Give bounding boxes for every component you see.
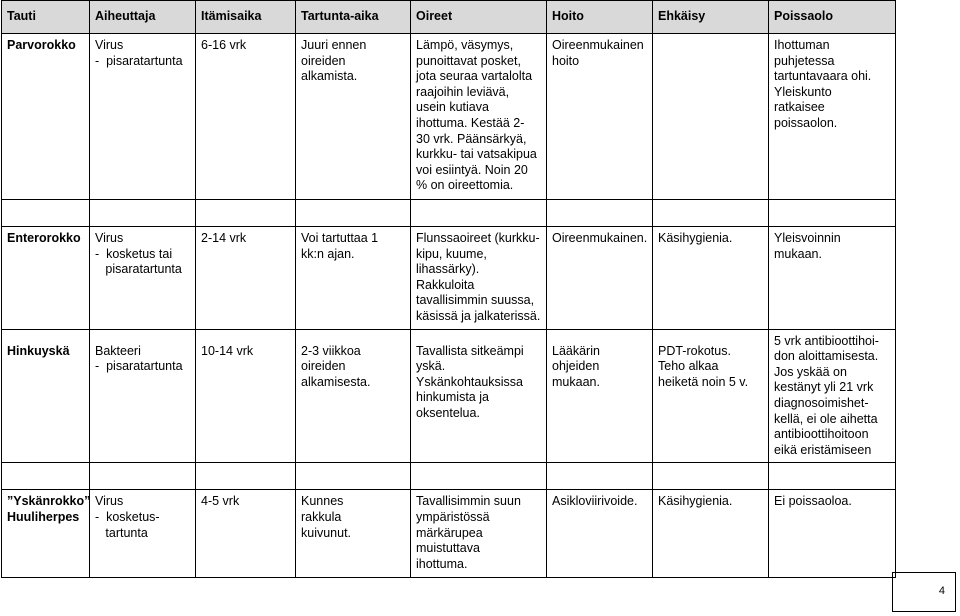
table-row	[2, 227, 896, 330]
treatment-cell	[547, 34, 653, 200]
cell-line: alkamista.	[301, 69, 358, 84]
contagious-cell	[296, 329, 411, 463]
cell-line: Bakteeri	[95, 343, 141, 358]
header-ehkaisy: Ehkäisy	[653, 1, 769, 34]
cell-line: pisaratartunta	[95, 262, 182, 277]
symptoms-cell	[411, 490, 547, 578]
cell-line: yskä.	[416, 359, 446, 374]
cell-line: ympäristössä	[416, 509, 490, 524]
cell-line: % on oireettomia.	[416, 178, 514, 193]
cell-line: Tavallisimmin suun	[416, 494, 521, 509]
cell-line: Virus	[95, 494, 124, 509]
cause-cell	[90, 227, 196, 330]
cell-line: 6-16 vrk	[201, 38, 247, 52]
cell-line: don aloittamisesta.	[774, 349, 879, 364]
treatment-cell	[547, 490, 653, 578]
disease-name	[2, 227, 90, 330]
cell-line: kuivunut.	[301, 525, 352, 540]
absence-cell	[769, 34, 896, 200]
cell-line: ihottuma. Kestää 2-	[416, 115, 525, 130]
cell-line: Hinkuyskä	[7, 343, 70, 358]
absence-cell	[769, 227, 896, 330]
cell-line: usein kutiava	[416, 100, 489, 115]
cell-line: PDT-rokotus.	[658, 343, 731, 358]
header-aiheuttaja: Aiheuttaja	[90, 1, 196, 34]
cell-line: kellä, ei ole aihetta	[774, 411, 878, 426]
incubation-cell	[196, 329, 296, 463]
cell-line: Parvorokko	[7, 38, 76, 52]
cell-line: Oireenmukainen	[552, 38, 644, 52]
disease-name	[2, 490, 90, 578]
cell-line: Kunnes	[301, 494, 344, 509]
cell-line: kk:n ajan.	[301, 246, 355, 261]
disease-name	[2, 329, 90, 463]
cell-line: punoittavat posket,	[416, 53, 521, 68]
cell-line: oireiden	[301, 359, 346, 374]
cause-cell	[90, 34, 196, 200]
cell-line: ohjeiden	[552, 359, 600, 374]
cell-line: mukaan.	[552, 374, 600, 389]
cell-line: heiketä noin 5 v.	[658, 374, 749, 389]
prevention-cell	[653, 329, 769, 463]
cell-line: Huuliherpes	[7, 509, 80, 524]
cause-cell	[90, 490, 196, 578]
cell-line: Yleiskunto	[774, 84, 832, 99]
page-number: 4	[938, 585, 945, 597]
cell-line: märkärupea	[416, 525, 483, 540]
cell-line: Virus	[95, 38, 124, 52]
cell-line: jota seuraa vartalolta	[416, 69, 533, 84]
cell-line: alkamisesta.	[301, 374, 371, 389]
cell-line: 2-14 vrk	[201, 231, 247, 245]
cell-line: 5 vrk antibioottihoi-	[774, 333, 879, 348]
cell-line: kipu, kuume,	[416, 246, 487, 261]
table-row	[2, 34, 896, 200]
prevention-cell	[653, 34, 769, 200]
cell-line: hinkumista ja	[416, 390, 489, 405]
contagious-cell	[296, 34, 411, 200]
cell-line: Tavallista sitkeämpi	[416, 343, 524, 358]
cell-line: antibioottihoitoon	[774, 427, 869, 442]
incubation-cell	[196, 490, 296, 578]
cell-line: Enterorokko	[7, 231, 81, 245]
cell-line: diagnosoimishet-	[774, 395, 869, 410]
cell-line: Ihottuman	[774, 38, 830, 52]
symptoms-cell	[411, 34, 547, 200]
cell-line: tartunta	[95, 525, 148, 540]
cell-line: Teho alkaa	[658, 359, 719, 374]
disease-table	[1, 0, 896, 578]
cell-line: tavallisimmin suussa,	[416, 293, 535, 308]
cell-line: - kosketus-	[95, 509, 160, 524]
cell-line: oksentelua.	[416, 405, 480, 420]
header-hoito: Hoito	[547, 1, 653, 34]
cell-line: kestänyt yli 21 vrk	[774, 380, 874, 395]
cell-line: hoito	[552, 53, 580, 68]
header-poissaolo: Poissaolo	[769, 1, 896, 34]
cell-line: - pisaratartunta	[95, 359, 183, 374]
cell-line: kurkku- tai vatsakipua	[416, 147, 537, 162]
header-itamisaika: Itämisaika	[196, 1, 296, 34]
cell-line: 2-3 viikkoa	[301, 343, 361, 358]
absence-cell	[769, 329, 896, 463]
table-row	[2, 329, 896, 463]
cell-line: Yleisvoinnin	[774, 231, 841, 245]
cell-line: Lääkärin	[552, 343, 600, 358]
cell-line: Virus	[95, 231, 124, 245]
cell-line: muistuttava	[416, 541, 480, 556]
cell-line: Juuri ennen	[301, 38, 367, 52]
cell-line: lihassärky). Rakkuloita	[416, 262, 483, 292]
cell-line: Oireenmukainen.	[552, 231, 648, 245]
cause-cell	[90, 329, 196, 463]
contagious-cell	[296, 227, 411, 330]
cell-line: raajoihin leviävä,	[416, 84, 510, 99]
cell-line: 30 vrk. Päänsärkyä,	[416, 131, 527, 146]
cell-line: poissaolon.	[774, 115, 838, 130]
cell-line: ratkaisee	[774, 100, 825, 115]
cell-line: rakkula	[301, 509, 342, 524]
cell-line: Käsihygienia.	[658, 231, 733, 245]
spacer-row	[2, 463, 896, 490]
prevention-cell	[653, 490, 769, 578]
absence-cell	[769, 490, 896, 578]
cell-line: Ei poissaoloa.	[774, 494, 852, 509]
page-number-box	[892, 572, 956, 612]
cell-line: Käsihygienia.	[658, 494, 733, 509]
cell-line: eikä eristämiseen	[774, 442, 872, 457]
contagious-cell	[296, 490, 411, 578]
cell-line: 10-14 vrk	[201, 343, 254, 358]
incubation-cell	[196, 227, 296, 330]
prevention-cell	[653, 227, 769, 330]
spacer-row	[2, 200, 896, 227]
cell-line: oireiden	[301, 53, 346, 68]
header-row	[2, 1, 896, 34]
cell-line: käsissä ja jalkaterissä.	[416, 308, 541, 323]
disease-name	[2, 34, 90, 200]
cell-line: ihottuma.	[416, 556, 468, 571]
cell-line: Voi tartuttaa 1	[301, 231, 379, 245]
cell-line: mukaan.	[774, 246, 822, 261]
cell-line: puhjetessa	[774, 53, 835, 68]
symptoms-cell	[411, 227, 547, 330]
cell-line: Flunssaoireet (kurkku-	[416, 231, 540, 245]
incubation-cell	[196, 34, 296, 200]
cell-line: ”Yskänrokko”	[7, 494, 91, 509]
treatment-cell	[547, 329, 653, 463]
symptoms-cell	[411, 329, 547, 463]
header-oireet: Oireet	[411, 1, 547, 34]
treatment-cell	[547, 227, 653, 330]
cell-line: - kosketus tai	[95, 246, 173, 261]
table-row	[2, 490, 896, 578]
cell-line: Asikloviirivoide.	[552, 494, 638, 509]
header-tartunta-aika: Tartunta-aika	[296, 1, 411, 34]
cell-line: - pisaratartunta	[95, 53, 183, 68]
cell-line: Jos yskää on	[774, 364, 847, 379]
cell-line: Yskänkohtauksissa	[416, 374, 524, 389]
cell-line: Lämpö, väsymys,	[416, 38, 514, 52]
cell-line: tartuntavaara ohi.	[774, 69, 872, 84]
header-tauti: Tauti	[2, 1, 90, 34]
cell-line: voi esiintyä. Noin 20	[416, 162, 528, 177]
cell-line: 4-5 vrk	[201, 494, 240, 509]
